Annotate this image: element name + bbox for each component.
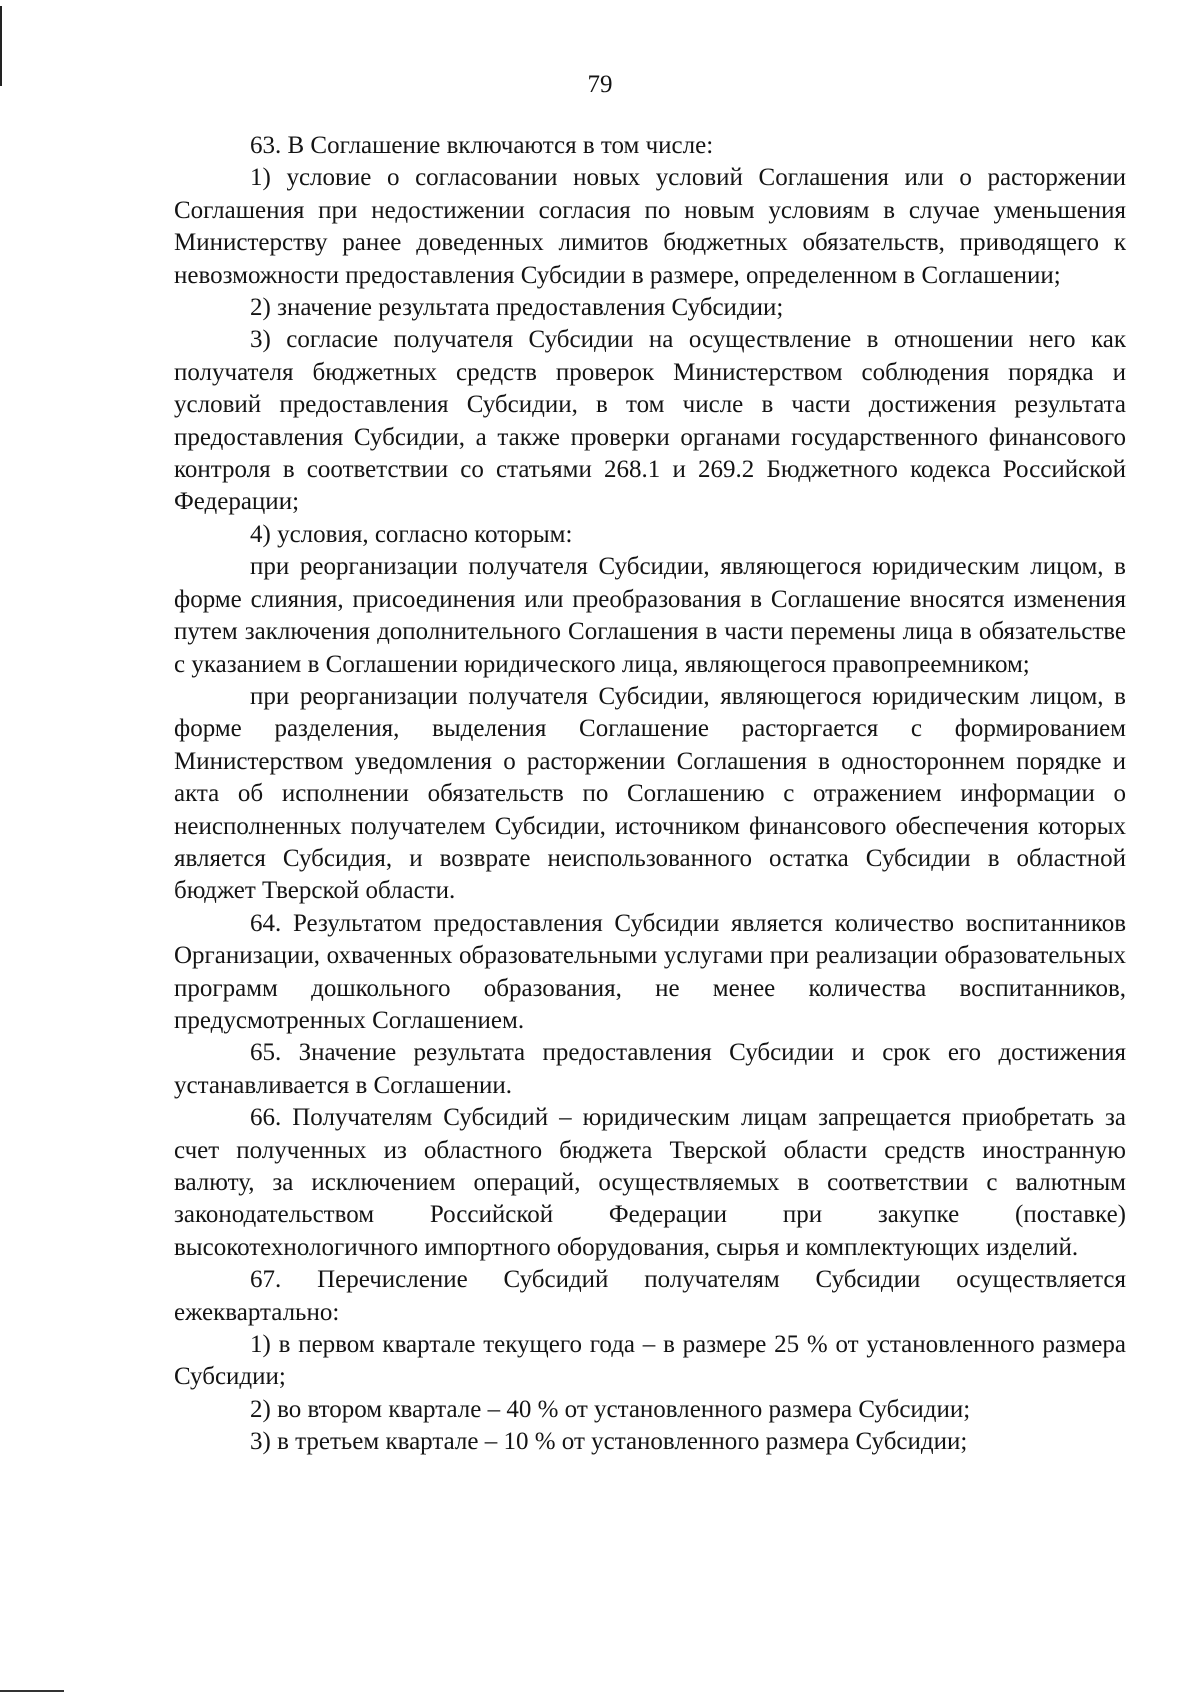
paragraph-63: 63. В Соглашение включаются в том числе: <box>250 132 714 159</box>
scan-bottom-mark <box>0 1690 64 1692</box>
paragraph-63-item-3: 3) согласие получателя Субсидии на осуществление в отношении него как получателя бюджетных средств проверок Министерством соблюдения порядка и условий предоставления Субсидии, в том числе в части достижения результата предоставления Субсидии, а также проверки органами государственного финансового контроля в соответствии со статьями 268.1 и 269.2 Бюджетного кодекса Российской Федерации; <box>174 326 1126 516</box>
paragraph-63-item-4: 4) условия, согласно которым: <box>250 520 573 548</box>
paragraph-65: 65. Значение результата предоставления Субсидии и срок его достижения устанавливается в Соглашении. <box>174 1039 1126 1099</box>
paragraph-67-item-3: 3) в третьем квартале – 10 % от установленного размера Субсидии; <box>250 1428 968 1456</box>
paragraph-63-item-4-division: при реорганизации получателя Субсидии, являющегося юридическим лицом, в форме разделения, выделения Соглашение расторгается с формированием Министерством уведомления о расторжении Соглашения в одностороннем порядке и акта об исполнении обязательств по Соглашению с отражением информации о неисполненных получателем Субсидии, источником финансового обеспечения которых является Субсидия, и возврате неиспользованного остатка Субсидии в областной бюджет Тверской области. <box>174 682 1126 905</box>
paragraph-64: 64. Результатом предоставления Субсидии является количество воспитанников Организации, охваченных образовательными услугами при реализации образовательных программ дошкольного образования, не менее количества воспитанников, предусмотренных Соглашением. <box>174 909 1126 1034</box>
paragraph-63-item-4-merger: при реорганизации получателя Субсидии, являющегося юридическим лицом, в форме слияния, присоединения или преобразования в Соглашение вносятся изменения путем заключения дополнительного Соглашения в части перемены лица в обязательстве с указанием в Соглашении юридического лица, являющегося правопреемником; <box>174 553 1126 678</box>
paragraph-67: 67. Перечисление Субсидий получателям Субсидии осуществляется ежеквартально: <box>174 1266 1126 1326</box>
paragraph-66: 66. Получателям Субсидий – юридическим лицам запрещается приобретать за счет полученных из областного бюджета Тверской области средств иностранную валюту, за исключением операций, осуществляемых в соответствии с валютным законодательством Российской Федерации при закупке (поставке) высокотехнологичного импортного оборудования, сырья и комплектующих изделий. <box>174 1104 1126 1261</box>
paragraph-63-item-1: 1) условие о согласовании новых условий Соглашения или о расторжении Соглашения при недостижении согласия по новым условиям в случае уменьшения Министерству ранее доведенных лимитов бюджетных обязательств, приводящего к невозможности предоставления Субсидии в размере, определенном в Соглашении; <box>174 164 1126 289</box>
paragraph-67-item-1: 1) в первом квартале текущего года – в размере 25 % от установленного размера Субсидии; <box>174 1331 1126 1391</box>
paragraph-67-item-2: 2) во втором квартале – 40 % от установленного размера Субсидии; <box>250 1395 971 1423</box>
paragraph-63-item-2: 2) значение результата предоставления Субсидии; <box>250 294 784 322</box>
document-body <box>174 130 1126 1459</box>
page-number: 79 <box>587 71 613 98</box>
